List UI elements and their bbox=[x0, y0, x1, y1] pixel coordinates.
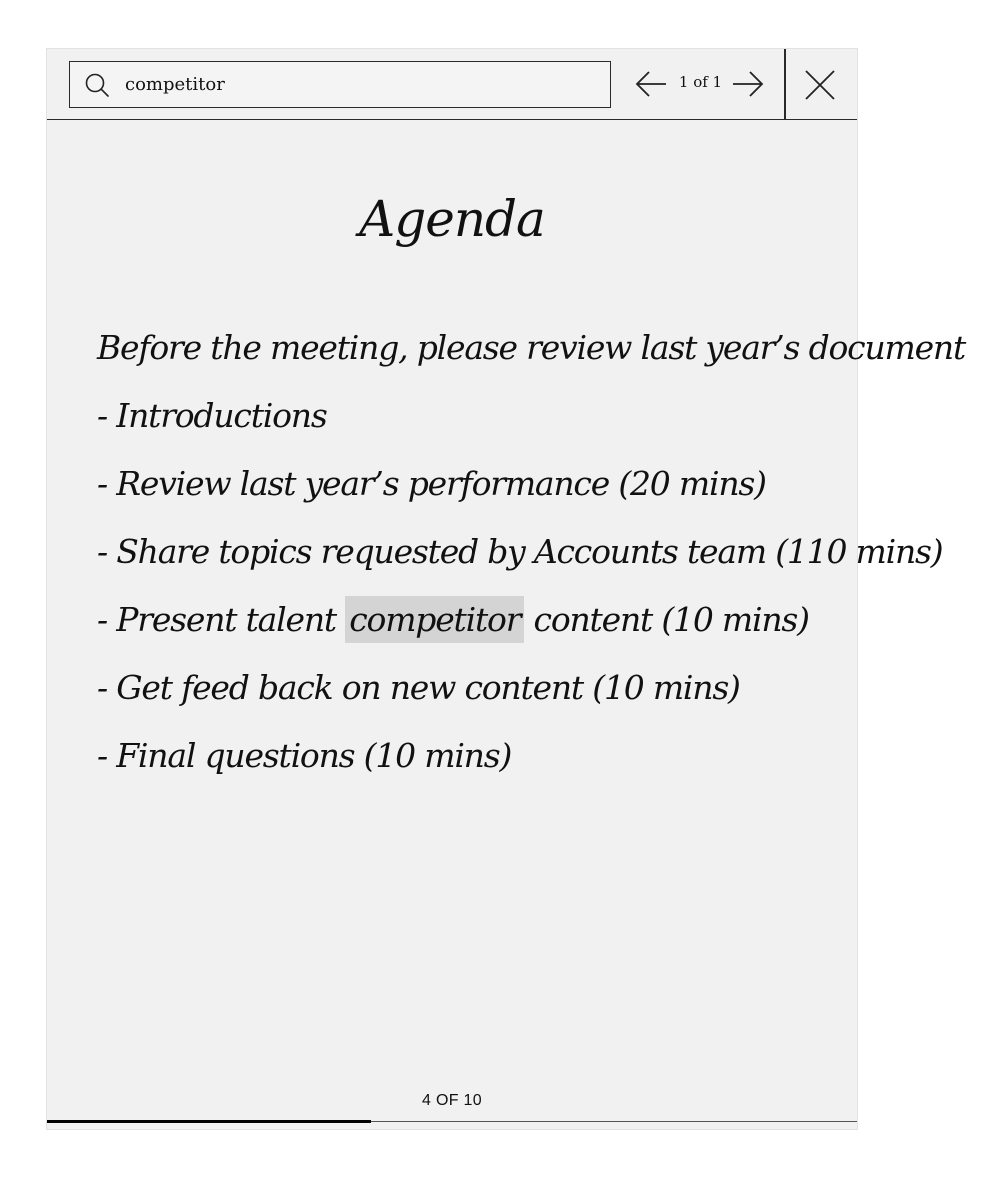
document-page bbox=[47, 120, 966, 1060]
line-text: - Introductions bbox=[97, 396, 327, 435]
document-line bbox=[97, 394, 327, 438]
line-text: - Get feed back on new content (10 mins) bbox=[97, 668, 740, 707]
search-match-highlight[interactable]: competitor bbox=[345, 596, 524, 643]
search-field[interactable] bbox=[69, 61, 611, 108]
document-line bbox=[97, 598, 809, 642]
search-toolbar bbox=[47, 49, 857, 120]
document-line bbox=[97, 666, 740, 710]
document-line bbox=[97, 462, 766, 506]
page-indicator: 4 OF 10 bbox=[422, 1092, 482, 1109]
arrow-left-icon[interactable] bbox=[634, 69, 668, 99]
line-text: - Final questions (10 mins) bbox=[97, 736, 512, 775]
reading-progress-bar bbox=[47, 1121, 857, 1122]
match-counter: 1 of 1 bbox=[678, 73, 723, 91]
reader-page bbox=[47, 49, 966, 1129]
toolbar-divider bbox=[784, 49, 786, 120]
reading-progress-fill bbox=[47, 1120, 371, 1123]
line-text: - Review last year’s performance (20 mins) bbox=[97, 464, 766, 503]
document-line bbox=[97, 530, 942, 574]
search-icon bbox=[84, 72, 110, 98]
line-text: Before the meeting, please review last year’s document bbox=[97, 328, 966, 367]
document-line bbox=[97, 734, 511, 778]
document-line bbox=[97, 326, 965, 370]
line-text: - Present talent bbox=[97, 600, 346, 639]
search-input[interactable] bbox=[125, 68, 595, 100]
line-text: content (10 mins) bbox=[524, 600, 809, 639]
close-icon[interactable] bbox=[803, 68, 837, 102]
page-title: Agenda bbox=[359, 190, 545, 248]
arrow-right-icon[interactable] bbox=[731, 69, 765, 99]
line-text: - Share topics requested by Accounts team (110 mins) bbox=[97, 532, 943, 571]
